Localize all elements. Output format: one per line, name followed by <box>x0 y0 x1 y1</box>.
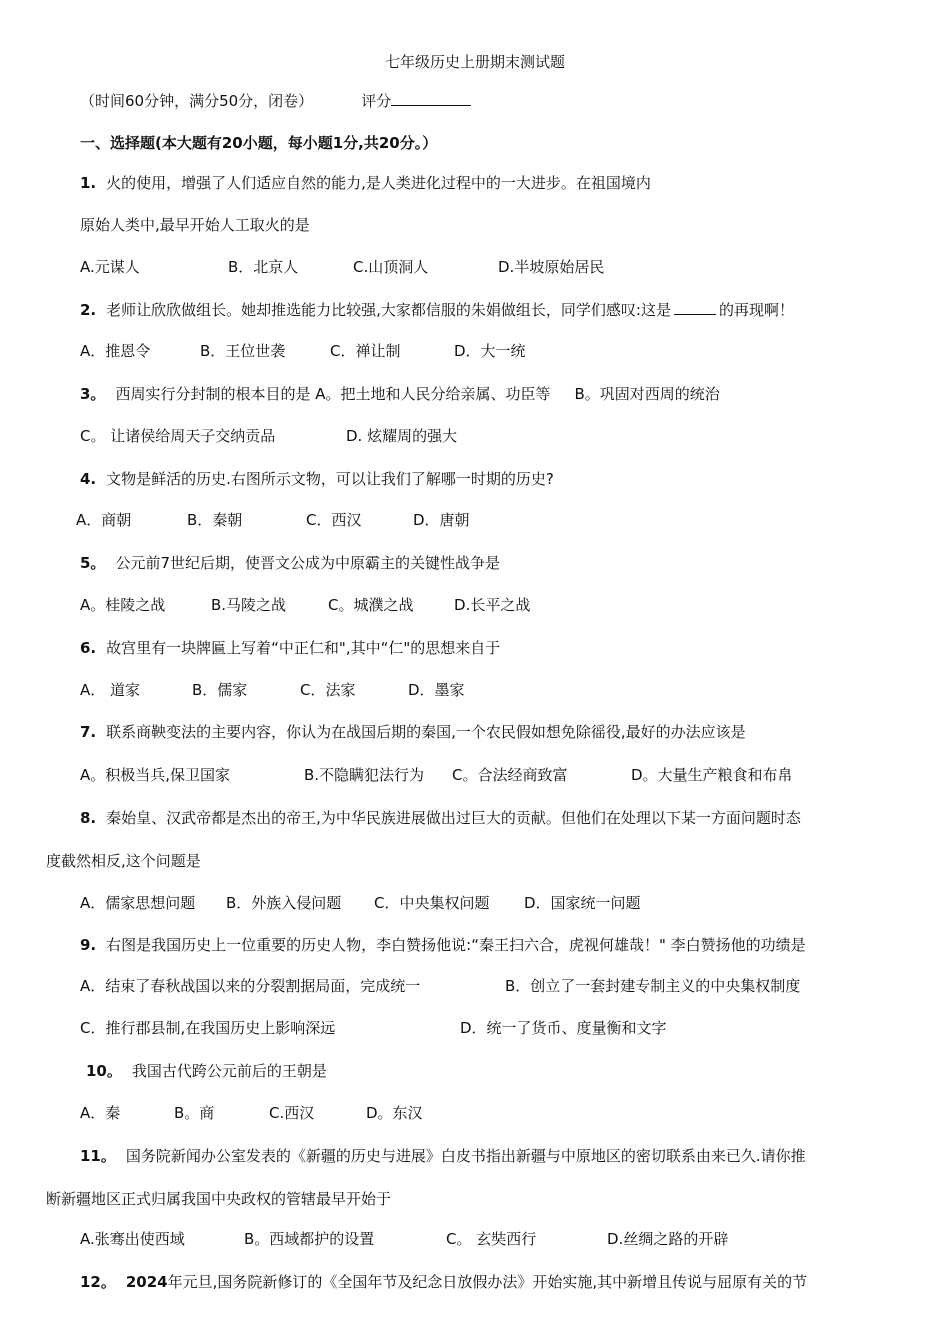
question-stem: 火的使用，增强了人们适应自然的能力,是人类进化过程中的一大进步。在祖国境内 <box>106 174 651 192</box>
option-d: D.丝绸之路的开辟 <box>607 1230 729 1248</box>
question-number: 3。 <box>80 385 106 403</box>
section-heading-text: 一、选择题(本大题有20小题，每小题1分,共20分。） <box>80 134 438 152</box>
question-11-cont <box>46 1189 391 1209</box>
question-9 <box>80 935 806 955</box>
year-text: 2024 <box>125 1273 168 1291</box>
question-3 <box>80 384 720 404</box>
question-stem: 老师让欣欣做组长。她却推选能力比较强,大家都信服的朱娟做组长，同学们感叹:这是 <box>106 301 671 319</box>
question-number: 9. <box>80 936 97 954</box>
question-number: 12。 <box>80 1273 116 1291</box>
option-b: B．创立了一套封建专制主义的中央集权制度 <box>505 977 801 995</box>
option-d: D.半坡原始居民 <box>498 258 605 276</box>
option-a: A．推恩令 <box>80 342 151 360</box>
question-number: 5。 <box>80 554 106 572</box>
answer-blank <box>674 299 716 315</box>
question-stem: 我国古代跨公元前后的王朝是 <box>131 1062 327 1080</box>
question-8-cont <box>46 851 201 871</box>
option-a: A．结束了春秋战国以来的分裂割据局面，完成统一 <box>80 977 421 995</box>
question-1-cont <box>80 215 310 235</box>
question-stem: 西周实行分封制的根本目的是 A。把土地和人民分给亲属、功臣等 <box>115 385 551 403</box>
option-c: C。合法经商致富 <box>452 766 568 784</box>
option-b: B.马陵之战 <box>211 596 287 614</box>
option-a: A.元谋人 <box>80 258 140 276</box>
option-c: C。 玄奘西行 <box>446 1230 537 1248</box>
question-stem: 国务院新闻办公室发表的《新疆的历史与进展》白皮书指出新疆与中原地区的密切联系由来已久.请你推 <box>125 1147 806 1165</box>
score-blank <box>391 90 471 106</box>
option-d: D．统一了货币、度量衡和文字 <box>460 1019 667 1037</box>
option-b: B.不隐瞒犯法行为 <box>304 766 425 784</box>
option-d: D。大量生产粮食和布帛 <box>631 766 793 784</box>
question-number: 2. <box>80 301 97 319</box>
question-1 <box>80 173 651 193</box>
question-number: 1. <box>80 174 97 192</box>
question-number: 4. <box>80 470 97 488</box>
question-number: 8. <box>80 809 97 827</box>
exam-info <box>80 90 471 111</box>
option-c: C。城濮之战 <box>328 596 414 614</box>
option-a: A． 道家 <box>80 681 141 699</box>
option-d: D．大一统 <box>454 342 526 360</box>
option-b: B．王位世袭 <box>200 342 286 360</box>
question-4 <box>80 469 554 489</box>
option-c: C．中央集权问题 <box>374 894 490 912</box>
question-stem: 年元旦,国务院新修订的《全国年节及纪念日放假办法》开始实施,其中新增且传说与屈原有关的节 <box>167 1273 808 1291</box>
option-d: D。东汉 <box>366 1104 423 1122</box>
question-stem: 秦始皇、汉武帝都是杰出的帝王,为中华民族进展做出过巨大的贡献。但他们在处理以下某一方面问题时态 <box>106 809 801 827</box>
option-c: C．西汉 <box>306 511 362 529</box>
question-stem: 联系商鞅变法的主要内容，你认为在战国后期的秦国,一个农民假如想免除徭役,最好的办法应该是 <box>106 723 746 741</box>
option-a: A。桂陵之战 <box>80 596 166 614</box>
question-stem: 公元前7世纪后期，使晋文公成为中原霸主的关键性战争是 <box>115 554 500 572</box>
option-c: C．禅让制 <box>330 342 401 360</box>
option-c: C．法家 <box>300 681 356 699</box>
question-stem: 文物是鲜活的历史.右图所示文物，可以让我们了解哪一时期的历史? <box>106 470 554 488</box>
option-a: A.张骞出使西域 <box>80 1230 185 1248</box>
option-b: B。西域都护的设置 <box>244 1230 375 1248</box>
option-b: B。商 <box>174 1104 215 1122</box>
question-5 <box>80 553 500 573</box>
option-b: B．儒家 <box>192 681 248 699</box>
page-title: 七年级历史上册期末测试题 <box>384 53 565 71</box>
option-d: D.长平之战 <box>454 596 531 614</box>
question-2 <box>80 299 794 320</box>
question-stem: 右图是我国历史上一位重要的历史人物，李白赞扬他说:“秦王扫六合，虎视何雄哉！" 李白赞扬他的功绩是 <box>106 936 806 954</box>
question-number: 7. <box>80 723 97 741</box>
question-stem-cont: 断新疆地区正式归属我国中央政权的管辖最早开始于 <box>46 1190 392 1208</box>
option-d: D．国家统一问题 <box>524 894 641 912</box>
option-c: C.西汉 <box>269 1104 315 1122</box>
option-a: A．商朝 <box>76 511 132 529</box>
option-d: D．墨家 <box>408 681 465 699</box>
option-a: A．儒家思想问题 <box>80 894 196 912</box>
option-d: D．唐朝 <box>413 511 470 529</box>
question-stem: 故宫里有一块牌匾上写着“中正仁和",其中“仁"的思想来自于 <box>106 639 501 657</box>
question-number: 11。 <box>80 1147 116 1165</box>
question-12 <box>80 1272 807 1292</box>
question-11 <box>80 1146 806 1166</box>
option-c: C。 让诸侯给周天子交纳贡品 <box>80 427 276 445</box>
option-a: A。积极当兵,保卫国家 <box>80 766 231 784</box>
question-number: 10。 <box>86 1062 122 1080</box>
option-d: D. 炫耀周的强大 <box>346 427 458 445</box>
section-heading <box>80 133 437 153</box>
question-10 <box>86 1061 327 1081</box>
option-b: B．外族入侵问题 <box>226 894 342 912</box>
question-number: 6. <box>80 639 97 657</box>
score-label: 评分 <box>361 92 392 110</box>
exam-info-text: （时间60分钟，满分50分，闭卷） <box>80 92 314 110</box>
question-7 <box>80 722 746 742</box>
option-c: C.山顶洞人 <box>353 258 429 276</box>
option-a: A．秦 <box>80 1104 121 1122</box>
question-stem-cont: 原始人类中,最早开始人工取火的是 <box>80 216 310 234</box>
question-stem-cont: 度截然相反,这个问题是 <box>46 852 201 870</box>
option-b: B．北京人 <box>228 258 299 276</box>
question-8 <box>80 808 801 828</box>
option-c: C．推行郡县制,在我国历史上影响深远 <box>80 1019 336 1037</box>
option-b: B．秦朝 <box>187 511 243 529</box>
question-6 <box>80 638 500 658</box>
option-b: B。巩固对西周的统治 <box>574 385 720 403</box>
question-stem-post: 的再现啊！ <box>718 301 794 319</box>
